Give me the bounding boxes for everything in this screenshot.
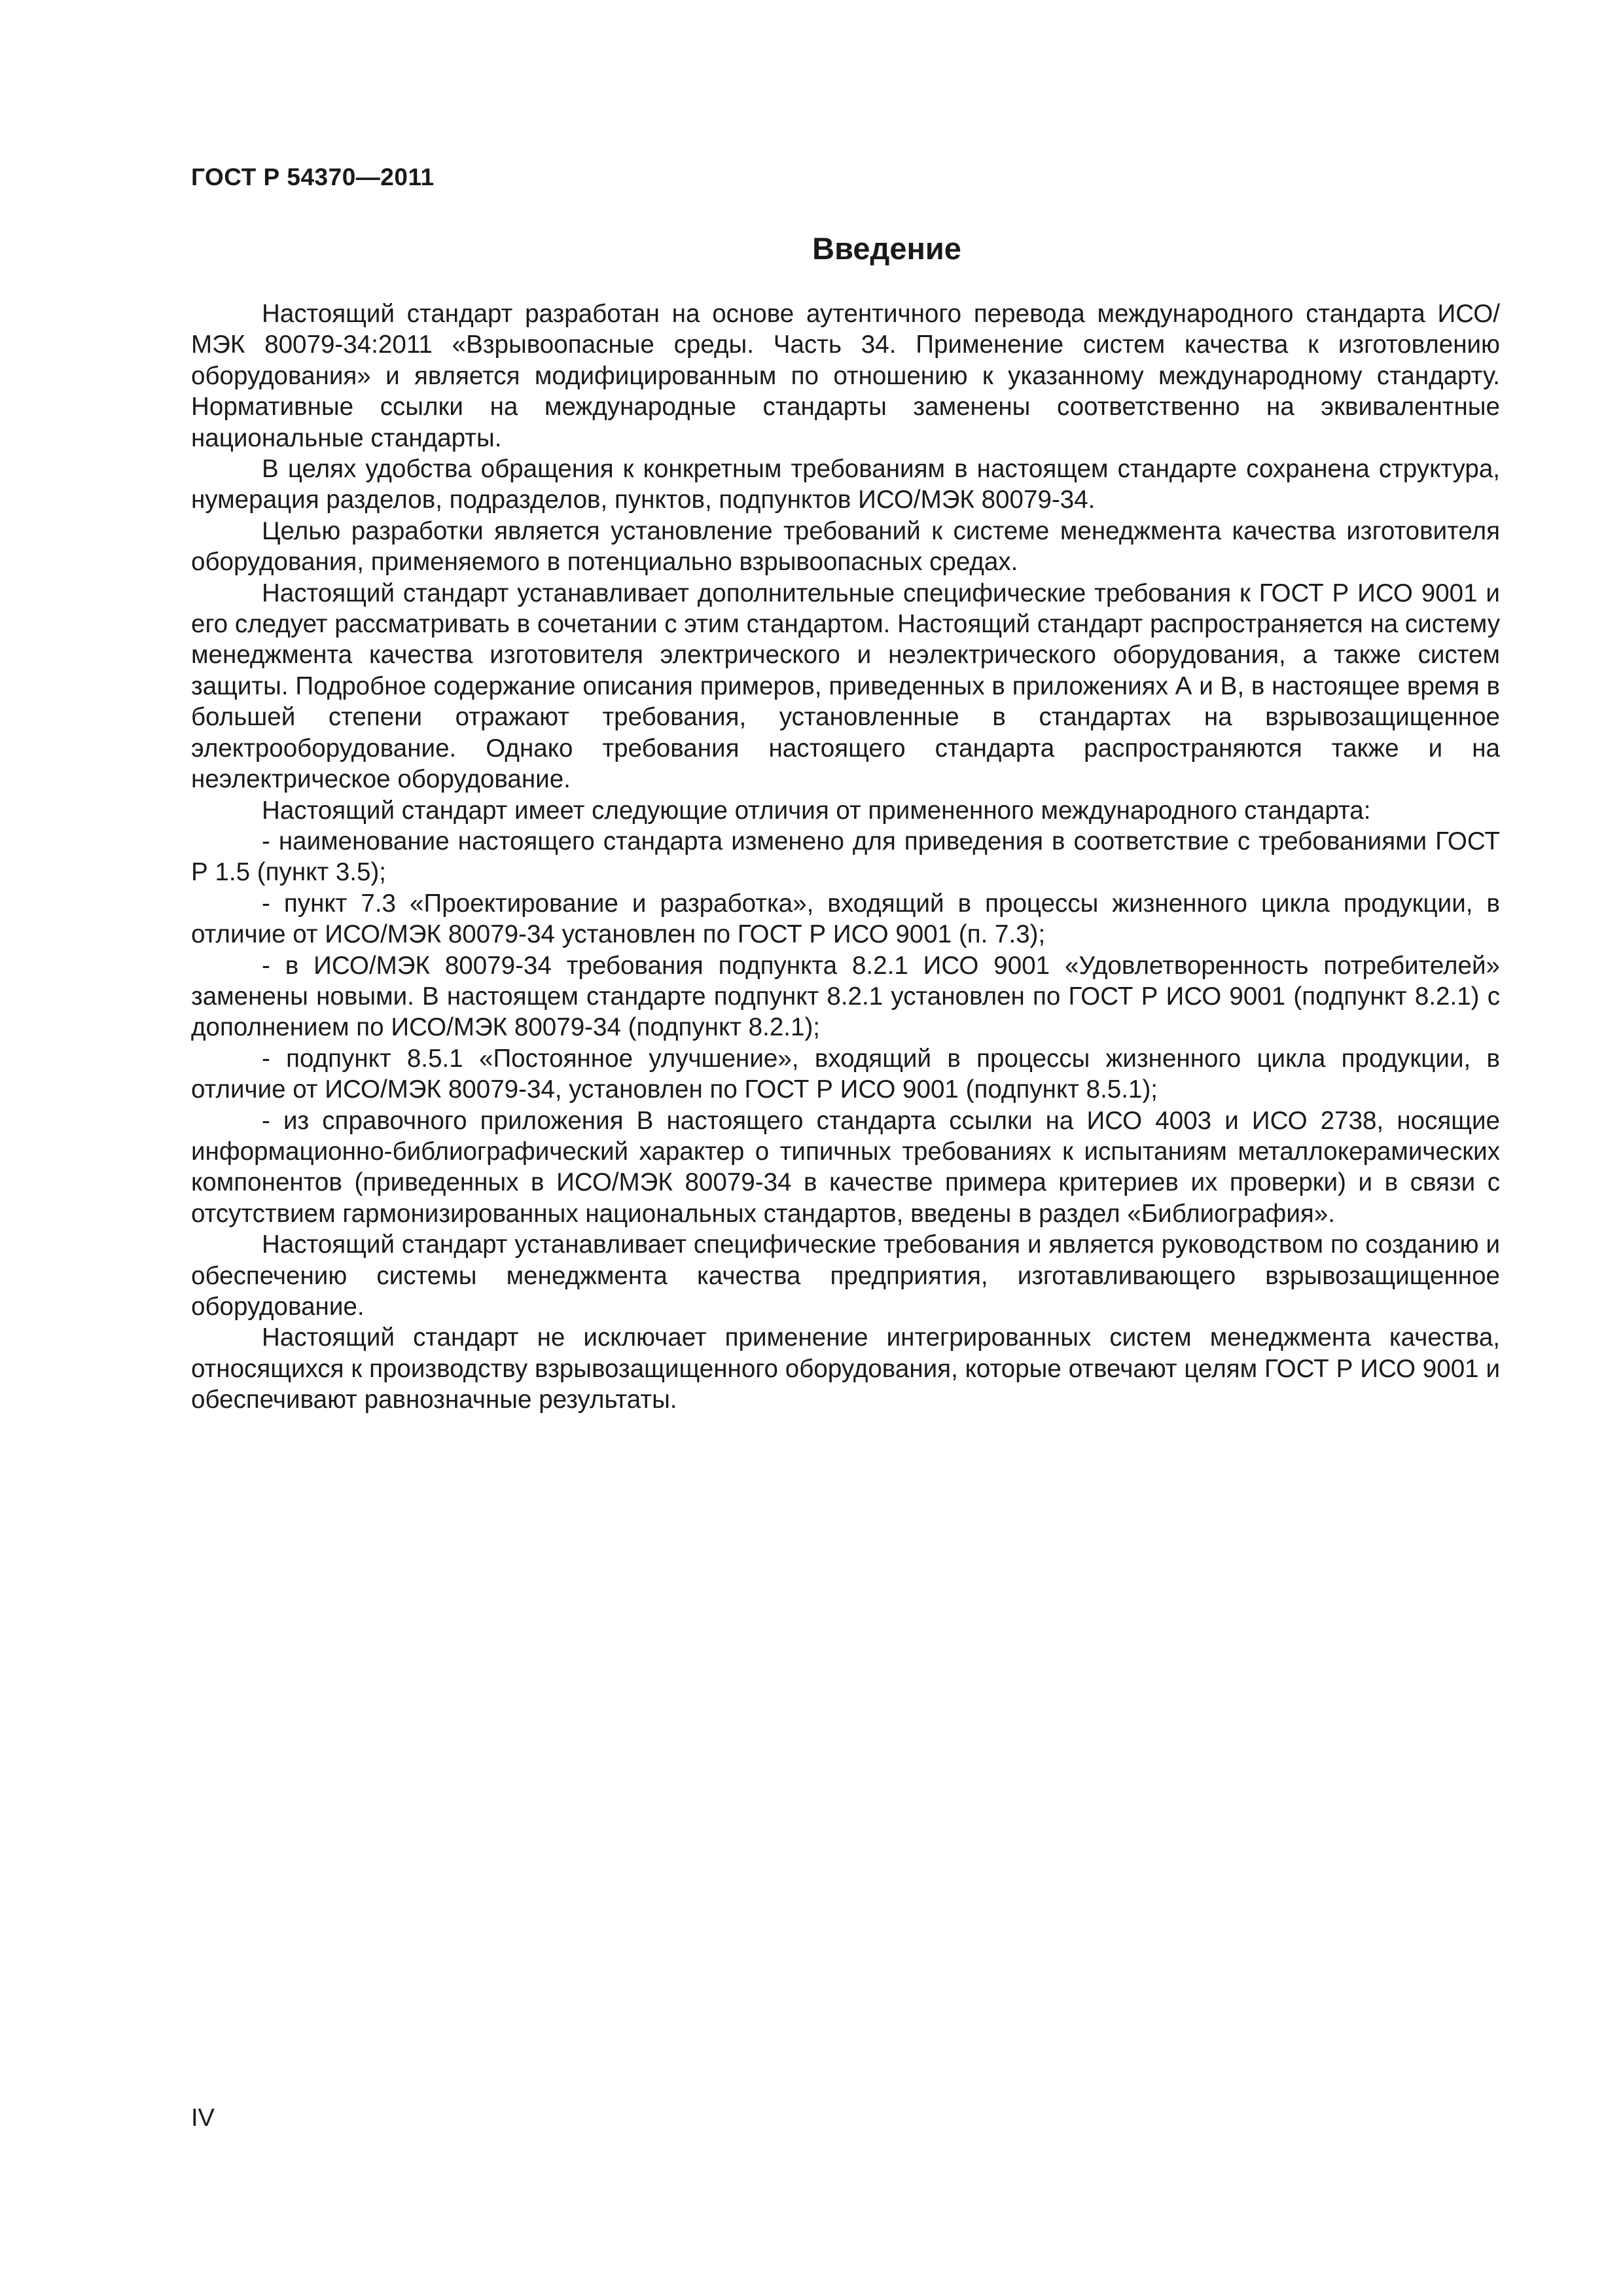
list-item: - из справочного приложения В настоящего стандарта ссылки на ИСО 4003 и ИСО 2738, носящие информационно-библиографический характер о типичных требованиях к испытаниям металлокерамических компонентов (приведенных в ИСО/МЭК 80079-34 в качестве примера критериев их проверки) и в связи с отсутствием гармонизированных национальных стандартов, введены в раздел «Библиография».: [191, 1106, 1500, 1228]
page-number: IV: [191, 2104, 215, 2132]
list-item: - наименование настоящего стандарта изменено для приведения в соответствие с требованиями ГОСТ Р 1.5 (пункт 3.5);: [191, 827, 1500, 887]
paragraph: Целью разработки является установление требований к системе менеджмента качества изготовителя оборудования, применяемого в потенциально взрывоопасных средах.: [191, 516, 1500, 577]
section-title: Введение: [812, 231, 961, 266]
list-item: - пункт 7.3 «Проектирование и разработка», входящий в процессы жизненного цикла продукции, в отличие от ИСО/МЭК 80079-34 установлен по ГОСТ Р ИСО 9001 (п. 7.3);: [191, 889, 1500, 949]
paragraph: Настоящий стандарт не исключает применение интегрированных систем менеджмента качества, относящихся к производству взрывозащищенного оборудования, которые отвечают целям ГОСТ Р ИСО 9001 и обеспечивают равнозначные результаты.: [191, 1323, 1500, 1414]
list-item: - в ИСО/МЭК 80079-34 требования подпункта 8.2.1 ИСО 9001 «Удовлетворенность потребителей» заменены новыми. В настоящем стандарте подпункт 8.2.1 установлен по ГОСТ Р ИСО 9001 (подпункт 8.2.1) с дополнением по ИСО/МЭК 80079-34 (подпункт 8.2.1);: [191, 951, 1500, 1042]
paragraph: В целях удобства обращения к конкретным требованиям в настоящем стандарте сохранена структура, нумерация разделов, подразделов, пунктов, подпунктов ИСО/МЭК 80079-34.: [191, 455, 1500, 514]
list-item: - подпункт 8.5.1 «Постоянное улучшение», входящий в процессы жизненного цикла продукции, в отличие от ИСО/МЭК 80079-34, установлен по ГОСТ Р ИСО 9001 (подпункт 8.5.1);: [191, 1044, 1500, 1104]
paragraph: Настоящий стандарт имеет следующие отличия от примененного международного стандарта:: [262, 796, 1371, 825]
body-text: [191, 298, 1500, 1416]
paragraph: Настоящий стандарт разработан на основе аутентичного перевода международного стандарта ИСО/МЭК 80079-34:2011 «Взрывоопасные среды. Часть 34. Применение систем качества к изготовлению оборудования» и является модифицированным по отношению к указанному международному стандарту. Нормативные ссылки на международные стандарты заменены соответственно на эквивалентные национальные стандарты.: [191, 300, 1500, 452]
document-code-header: ГОСТ Р 54370—2011: [191, 164, 435, 190]
paragraph: Настоящий стандарт устанавливает специфические требования и является руководством по созданию и обеспечению системы менеджмента качества предприятия, изготавливающего взрывозащищенное оборудование.: [191, 1230, 1500, 1321]
paragraph: Настоящий стандарт устанавливает дополнительные специфические требования к ГОСТ Р ИСО 9001 и его следует рассматривать в сочетании с этим стандартом. Настоящий стандарт распространяется на систему менеджмента качества изготовителя электрического и неэлектрического оборудования, а также систем защиты. Подробное содержание описания примеров, приведенных в приложениях А и В, в настоящее время в большей степени отражают требования, установленные в стандартах на взрывозащищенное электрооборудование. Однако требования настоящего стандарта распространяются также и на неэлектрическое оборудование.: [191, 579, 1500, 794]
